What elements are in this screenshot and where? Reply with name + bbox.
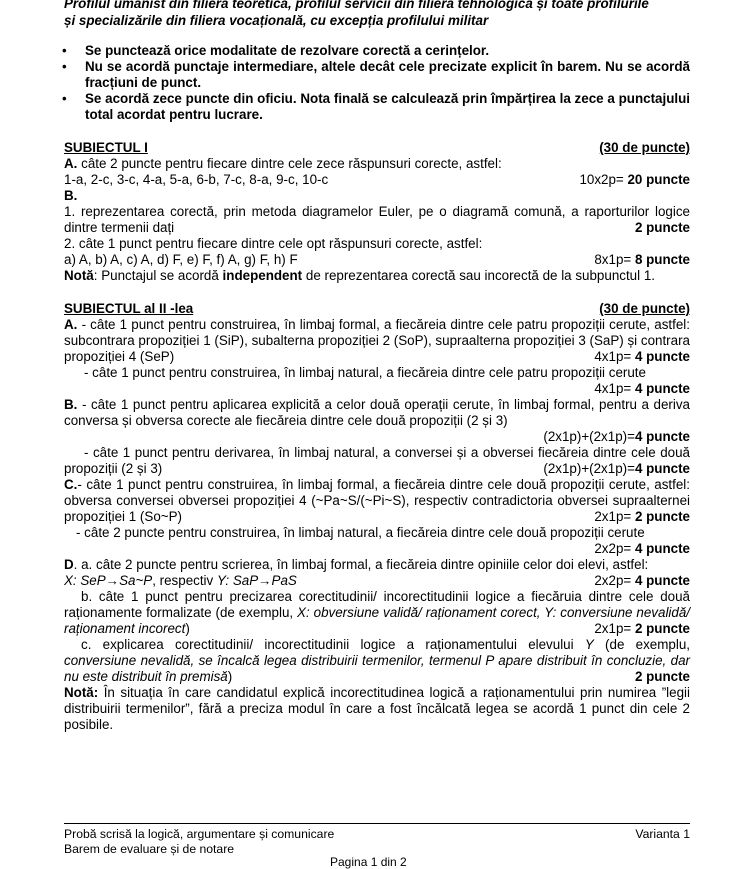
s2-dc-text: c. explicarea corectitudinii/ incorectitudinii logice a raționamentului elevului Y (de exemplu, conversiune nevalidă, se încalcă legea distribuirii termenilor, termenul P apare distribuit în concluzie, dar nu este distribuit în premisă)	[64, 637, 690, 684]
s1-b2-score: 8x1p= 8 puncte	[594, 252, 690, 267]
section-2-title: SUBIECTUL al II -lea	[64, 301, 194, 316]
profile-header	[64, 0, 690, 29]
header-line-2: și specializările din filiera vocațională, cu excepția profilului militar	[64, 12, 489, 28]
s2-dc-score: 2 puncte	[634, 669, 690, 684]
rule-item: • Nu se acordă punctaje intermediare, altele decât cele precizate explicit în barem. Nu se acordă fracțiuni de punct.	[64, 59, 690, 91]
s2-a1-score: 4x1p= 4 puncte	[594, 349, 690, 364]
s2-a1-text: A. - câte 1 punct pentru construirea, în limbaj formal, a fiecăreia dintre cele patru propoziții cerute, astfel: subcontrara propoziției 1 (SiP), subalterna propoziției 2 (SoP), supraalterna propoziției 3 (SaP) și contrara propoziției 4 (SeP)	[64, 317, 690, 364]
page-number: Pagina 1 din 2	[330, 855, 407, 869]
rule-item: • Se punctează orice modalitate de rezolvare corectă a cerințelor.	[64, 43, 690, 59]
section-1-title: SUBIECTUL I	[64, 140, 148, 155]
section-1-heading	[64, 140, 690, 156]
s2-da-formulas: X: SeP→Sa~P, respectiv Y: SaP→PaS	[64, 573, 297, 588]
s2-b2-text: - câte 1 punct pentru derivarea, în limbaj natural, a conversei și a obversei fiecăreia dintre cele două propoziții (2 și 3)	[64, 445, 690, 476]
s2-da-row	[64, 573, 690, 589]
s2-b1-text: B. - câte 1 punct pentru aplicarea explicită a celor două operații cerute, în limbaj formal, pentru a deriva conversa și obversa corecte ale fiecăreia dintre cele două propoziții (2 și 3)	[64, 397, 690, 428]
s2-a2-score: 4x1p= 4 puncte	[594, 381, 690, 396]
s2-da-score: 2x2p= 4 puncte	[594, 573, 690, 588]
header-line-1: Profilul umanist din filiera teoretică, profilul servicii din filiera tehnologică și toate profilurile	[64, 0, 649, 11]
s1-b2-text: 2. câte 1 punct pentru fiecare dintre cele opt răspunsuri corecte, astfel:	[64, 236, 483, 251]
rule-item: • Se acordă zece puncte din oficiu. Nota finală se calculează prin împărțirea la zece a punctajului total acordat pentru lucrare.	[64, 91, 690, 123]
s1-a-intro: A. câte 2 puncte pentru fiecare dintre cele zece răspunsuri corecte, astfel:	[64, 156, 502, 171]
s1-a-answers: 1-a, 2-c, 3-c, 4-a, 5-a, 6-b, 7-c, 8-a, 9-c, 10-c	[64, 172, 329, 187]
footer-doc-type: Barem de evaluare și de notare	[64, 842, 235, 856]
document-page	[64, 0, 690, 733]
s1-b-label: B.	[64, 188, 78, 203]
s1-note: Notă: Punctajul se acordă independent de reprezentarea corectă sau incorectă de la subpunctul 1.	[64, 268, 655, 283]
general-rules-list	[64, 43, 690, 123]
s2-a2-text: - câte 1 punct pentru construirea, în limbaj natural, a fiecăreia dintre cele patru propoziții cerute	[84, 365, 646, 380]
s2-db-text: b. câte 1 punct pentru precizarea corectitudinii/ incorectitudinii logice a fiecăruia dintre cele două raționamente formalizate (de exemplu, X: obversiune validă/ raționament corect, Y: conversiune nevalidă/ raționament incorect)	[64, 589, 691, 636]
s2-note: Notă: În situația în care candidatul explică incorectitudinea logică a raționamentului prin numirea ”legii distribuirii termenilor”, fără a preciza modul în care a fost încălcată legea se acordă 1 punct din cele 2 posibile.	[64, 685, 690, 732]
s1-b2-answers-row	[64, 252, 690, 268]
s1-a-score: 10x2p= 20 puncte	[579, 172, 690, 187]
s2-c2-score: 2x2p= 4 puncte	[594, 541, 690, 556]
s1-b2-answers: a) A, b) A, c) A, d) F, e) F, f) A, g) F, h) F	[64, 252, 298, 267]
s1-b1-score: 2 puncte	[634, 220, 690, 235]
s1-b1-text: 1. reprezentarea corectă, prin metoda diagramelor Euler, pe o diagramă comună, a raporturilor logice dintre termenii dați	[64, 204, 690, 235]
section-2-points: (30 de puncte)	[599, 301, 690, 316]
section-2-heading	[64, 301, 690, 317]
s2-c2-text: - câte 2 puncte pentru construirea, în limbaj natural, a fiecăreia dintre cele două propoziții cerute	[76, 525, 645, 540]
footer-variant: Varianta 1	[635, 827, 690, 841]
s1-a-answers-row	[64, 172, 690, 188]
footer-exam-name: Probă scrisă la logică, argumentare și comunicare	[64, 827, 335, 841]
s2-db-score: 2x1p= 2 puncte	[594, 621, 690, 636]
s2-da-text: D. a. câte 2 puncte pentru scrierea, în limbaj formal, a fiecăreia dintre opiniile celor doi elevi, astfel:	[64, 557, 649, 572]
s2-c1-score: 2x1p= 2 puncte	[594, 509, 690, 524]
s2-b1-score: (2x1p)+(2x1p)=4 puncte	[543, 429, 690, 444]
section-1-points: (30 de puncte)	[599, 140, 690, 155]
s2-b2-score: (2x1p)+(2x1p)=4 puncte	[543, 461, 690, 476]
s2-c1-text: C.- câte 1 punct pentru construirea, în limbaj formal, a fiecăreia dintre cele două propoziții cerute, astfel: obversa conversei obversei propoziției 4 (~Pa~S/(~Pi~S), respectiv contradictoria obversei supraalternei propoziției 1 (So~P)	[64, 477, 690, 524]
page-footer	[64, 823, 690, 857]
